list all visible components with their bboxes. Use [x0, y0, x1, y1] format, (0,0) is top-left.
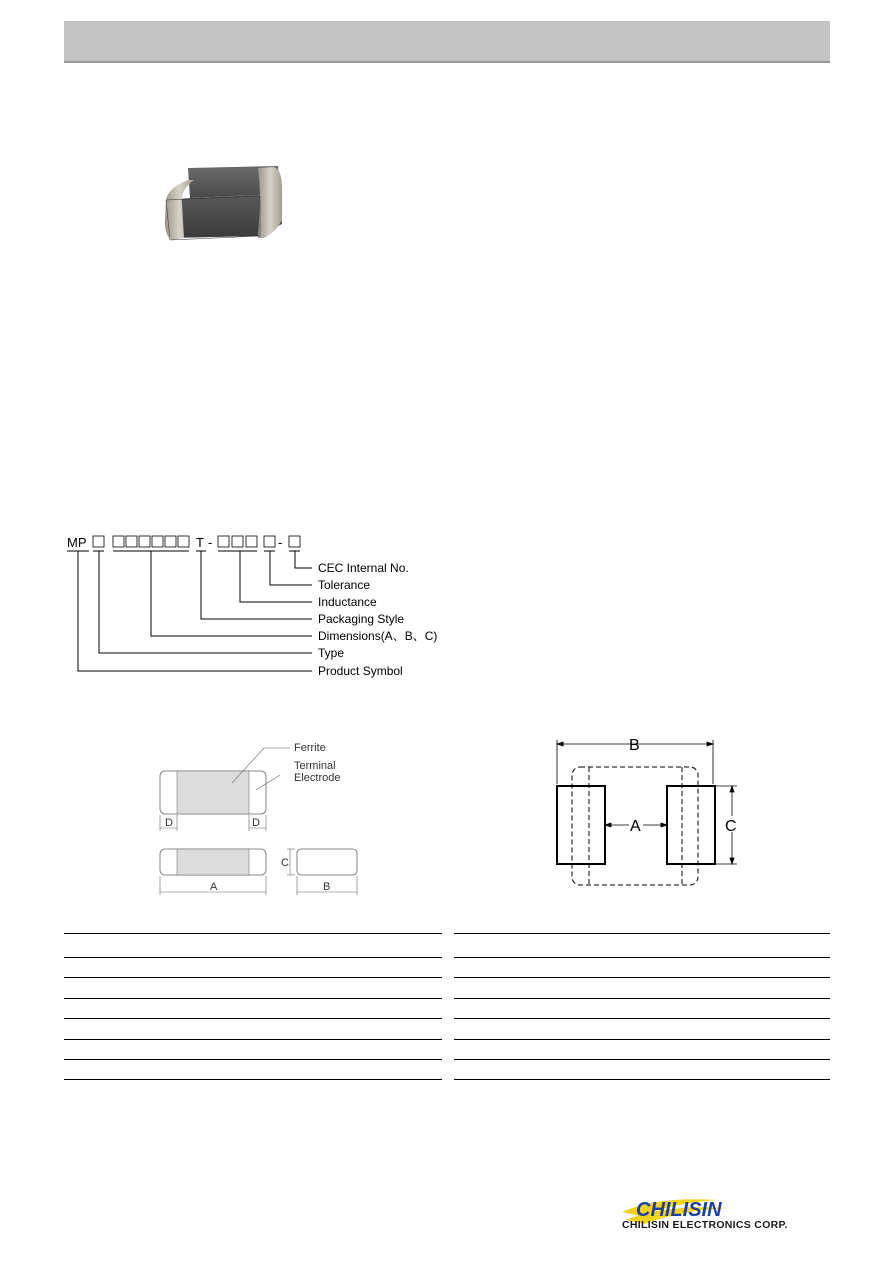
- pn-box-ind-3: [246, 536, 257, 547]
- logo-brand: CHILISIN: [636, 1199, 722, 1221]
- outline-dimension-drawing: [150, 735, 380, 905]
- pn-prefix: MP: [67, 535, 87, 550]
- pn-label-dimensions: Dimensions(A、B、C): [318, 629, 438, 643]
- table-rule: [454, 1079, 830, 1080]
- table-rule: [64, 1079, 442, 1080]
- pad-dim-b: B: [629, 737, 640, 754]
- dim-d-right: D: [252, 817, 260, 829]
- dim-b: B: [323, 881, 331, 893]
- pn-label-packaging: Packaging Style: [318, 612, 405, 626]
- table-rule: [64, 1039, 442, 1040]
- pn-label-product-symbol: Product Symbol: [318, 664, 403, 678]
- pad-dim-a: A: [630, 818, 641, 835]
- pn-label-inductance: Inductance: [318, 595, 377, 609]
- dim-c: C: [281, 857, 289, 869]
- terminal-label-2: Electrode: [294, 772, 341, 784]
- pn-label-type: Type: [318, 646, 345, 660]
- pn-box-dim-2: [126, 536, 137, 547]
- pad-layout-drawing: [545, 732, 745, 892]
- pad-right: [667, 786, 715, 864]
- pn-box-tolerance: [264, 536, 275, 547]
- pad-dim-c: C: [725, 818, 737, 835]
- table-rule: [64, 977, 442, 978]
- table-rule: [454, 957, 830, 958]
- chilisin-logo: [618, 1180, 818, 1240]
- pn-box-type: [93, 536, 104, 547]
- pn-box-internal: [289, 536, 300, 547]
- chip-inductor-image: [150, 158, 290, 258]
- chip-end-view: [297, 849, 357, 875]
- table-rule: [64, 1059, 442, 1060]
- table-rule: [454, 933, 830, 934]
- pn-packaging-letter: T: [196, 535, 204, 550]
- table-rule: [454, 1018, 830, 1019]
- pn-box-dim-3: [139, 536, 150, 547]
- terminal-label-1: Terminal: [294, 760, 336, 772]
- pn-box-dim-1: [113, 536, 124, 547]
- table-rule: [64, 957, 442, 958]
- ferrite-label: Ferrite: [294, 742, 326, 754]
- pn-box-dim-5: [165, 536, 176, 547]
- ferrite-body: [177, 771, 249, 814]
- pn-separator-2: -: [278, 535, 283, 550]
- table-rule: [64, 1018, 442, 1019]
- dim-a: A: [210, 881, 218, 893]
- pad-left: [557, 786, 605, 864]
- pn-label-tolerance: Tolerance: [318, 578, 371, 592]
- pn-box-ind-1: [218, 536, 229, 547]
- part-number-diagram: [60, 528, 460, 688]
- pn-box-ind-2: [232, 536, 243, 547]
- pn-separator-1: -: [208, 535, 213, 550]
- table-rule: [454, 1039, 830, 1040]
- spec-table-rules: [64, 933, 830, 1083]
- table-rule: [64, 998, 442, 999]
- pn-box-dim-6: [178, 536, 189, 547]
- company-name: CHILISIN ELECTRONICS CORP.: [622, 1219, 788, 1231]
- header-bar: [64, 21, 830, 63]
- table-rule: [454, 1059, 830, 1060]
- pn-box-dim-4: [152, 536, 163, 547]
- pn-label-cec-internal: CEC Internal No.: [318, 561, 409, 575]
- table-rule: [454, 998, 830, 999]
- table-rule: [64, 933, 442, 934]
- dim-d-left: D: [165, 817, 173, 829]
- table-rule: [454, 977, 830, 978]
